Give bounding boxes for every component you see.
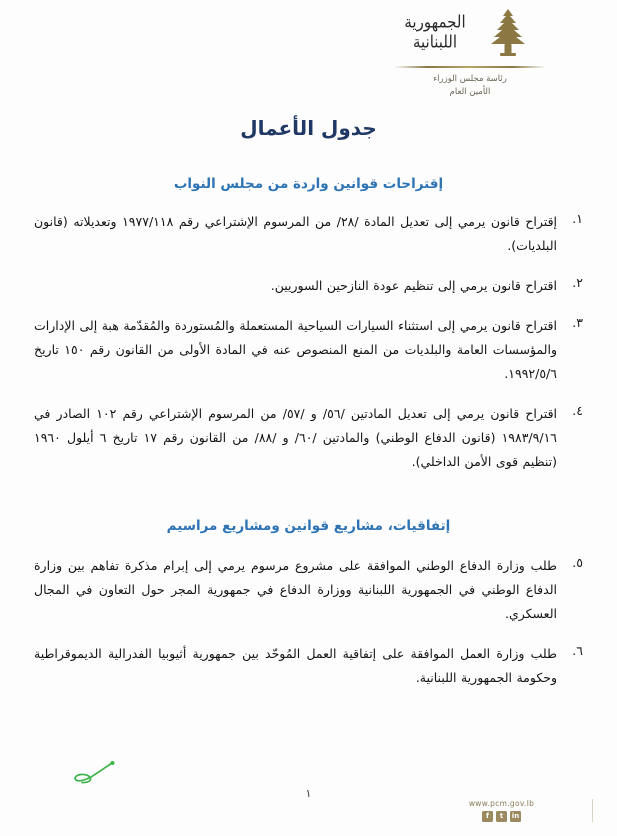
item-number: ٤. bbox=[572, 403, 583, 418]
header-subtitle-line-1: رئاسة مجلس الوزراء bbox=[433, 74, 507, 84]
social-links bbox=[421, 811, 582, 822]
emblem bbox=[345, 6, 595, 60]
agenda-list-1 bbox=[34, 210, 583, 474]
item-text: طلب وزارة الدفاع الوطني الموافقة على مشروع مرسوم يرمي إلى إبرام مذكرة تفاهم بين وزارة الدفاع الوطني في الجمهورية اللبنانية ووزارة الدفاع في جمهورية المجر حول التعاون في المجال العسكري. bbox=[34, 558, 557, 621]
header-subtitle-line-2: الأمين العام bbox=[449, 87, 491, 98]
section-heading-2: إتفاقيات، مشاريع قوانين ومشاريع مراسيم bbox=[166, 518, 451, 534]
emblem-line-1: الجمهورية bbox=[404, 12, 466, 33]
item-text: اقتراح قانون يرمي إلى استثناء السيارات السياحية المستعملة والمُستوردة والمُقدّمة هبة إلى الإدارات والمؤسسات العامة والبلديات من المنع المنصوص عنه في المادة الأولى من القانون رقم ١٥٠ تاريخ ١٩٩٢/٥/٦. bbox=[34, 318, 557, 381]
item-number: ٣. bbox=[572, 315, 583, 330]
item-number: ٢. bbox=[572, 275, 583, 290]
document-header bbox=[345, 6, 595, 99]
header-divider bbox=[394, 66, 546, 68]
agenda-item bbox=[34, 314, 583, 386]
document-footer bbox=[421, 799, 593, 822]
item-text: اقتراح قانون يرمي إلى تعديل المادتين /٥٦/ و /٥٧/ من المرسوم الإشتراعي رقم ١٠٢ الصادر في ١٩٨٣/٩/١٦ (قانون الدفاع الوطني) والمادتين /٦٠/ و /٨٨/ من القانون رقم ١٧ تاريخ ٦ أيلول ١٩٦٠ (تنظيم قوى الأمن الداخلي). bbox=[34, 406, 558, 469]
linkedin-icon[interactable]: in bbox=[511, 812, 520, 820]
page-title: جدول الأعمال bbox=[240, 116, 377, 140]
agenda-item bbox=[34, 642, 583, 690]
page-number: ١ bbox=[305, 787, 312, 800]
emblem-calligraphy bbox=[404, 13, 465, 53]
agenda-item bbox=[34, 402, 583, 474]
agenda-item bbox=[34, 554, 583, 626]
emblem-line-2: اللبنانية bbox=[412, 31, 458, 53]
footer-website-url[interactable]: www.pcm.gov.lb bbox=[468, 799, 535, 808]
section-heading-1: إقتراحات قوانين واردة من مجلس النواب bbox=[173, 176, 444, 192]
agenda-item bbox=[34, 210, 583, 258]
header-subtitle bbox=[433, 73, 507, 99]
agenda-list-2 bbox=[34, 554, 583, 690]
green-handwritten-checkmark bbox=[72, 760, 118, 790]
cedar-tree-icon bbox=[480, 6, 536, 60]
item-text: اقتراح قانون يرمي إلى تنظيم عودة النازحين السوريين. bbox=[270, 278, 557, 293]
item-number: ٦. bbox=[572, 643, 583, 658]
item-text: إقتراح قانون يرمي إلى تعديل المادة /٢٨/ من المرسوم الإشتراعي رقم ١٩٧٧/١١٨ وتعديلاته (قانون البلديات). bbox=[34, 214, 558, 253]
document-content bbox=[34, 176, 583, 706]
item-number: ١. bbox=[572, 211, 583, 226]
twitter-icon[interactable]: t bbox=[496, 811, 507, 822]
item-text: طلب وزارة العمل الموافقة على إتفاقية العمل المُوحّد بين جمهورية أثيوبيا الفدرالية الديموقراطية وحكومة الجمهورية اللبنانية. bbox=[34, 646, 557, 685]
facebook-icon[interactable]: f bbox=[482, 811, 493, 822]
agenda-item bbox=[34, 274, 583, 298]
item-number: ٥. bbox=[572, 555, 583, 570]
